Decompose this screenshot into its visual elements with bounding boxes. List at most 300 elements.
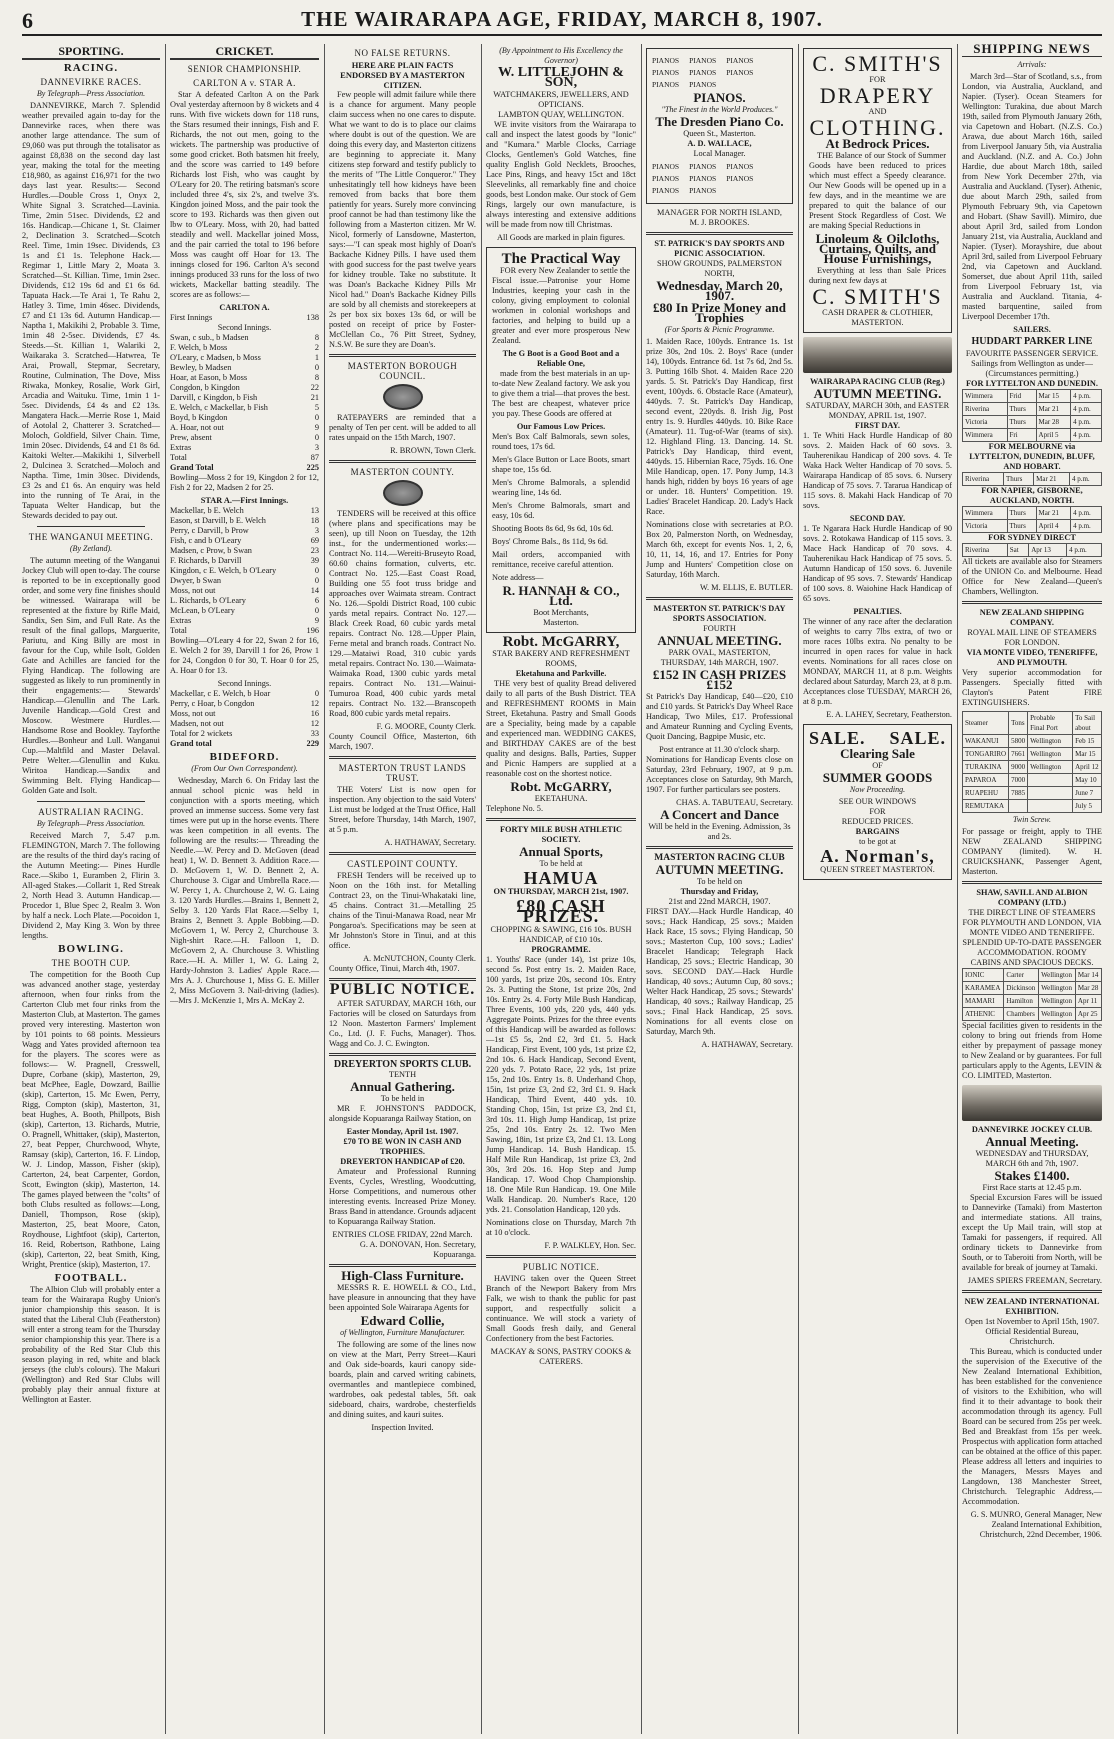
ad-body: THE Balance of our Stock of Summer Goods have been reduced to prices which must effect a Speedy clearance. Our New Goods will be opened up in a few days, and in the meantime we are prepared to quit the balance of our Present Stock Regardless of Cost. We are making Special Reductions in [809,151,946,230]
column-rule [957,44,958,1734]
double-rule [329,1053,476,1056]
ad-title-furniture: High-Class Furniture. [341,1268,464,1283]
ad-title-dannevirke-jockey: DANNEVIRKE JOCKEY CLUB. [971,1125,1093,1134]
ad-title-huddart: HUDDART PARKER LINE [971,336,1093,347]
price-list [492,432,630,547]
ad-merchant: R. HANNAH & CO., Ltd. [502,583,620,608]
section-heading-bideford: BIDEFORD. [209,751,280,763]
pianos-word: PIANOS [726,162,754,171]
innings-heading: Second Innings. [217,679,272,688]
column-ads-2 [646,44,793,1734]
ad-title-practical-way: The Practical Way [501,251,621,267]
notice-office: County Office, Tinui, March 4th, 1907. [329,964,460,973]
score-row: F. Richards, b Darvill 39 [170,556,319,565]
article-body-dannevirke: DANNEVIRKE, March 7. Splendid weather prevailed again to-day for the Dannevirke races, when there was another large attendance. The sum of £9,060 was put through the totalisator as against £8,838 on the second day last year, making the total for the meeting £18,980, as against £16,971 for the two days last year. Results:— Second Hurdles.—Double Cross 1, Onyx 2, White Signal 3. Scratched—Lavinia. Time, 2min 51sec. Dividends, £2 and 16s. Handicap.—Chicane 1, St. Claimer 2, Declination 3. Scratched—Scotch Reel. Time, 1min 19sec. Dividends, £3 1s and £1 1s. Telephone Hack.—Regimar 1, Little Mary 2, Moata 3. Scratched—St. Killian. Time, 1min 2sec. Dividends, £12 19s 6d and £1 6s 6d. Tapuata Hack.—Te Arai 1, Te Rahu 2, Hatley 3. Time, 1min 46sec. Dividends, £7 and £1 13s 6d. Autumn Handicap.—Naptha 1, Makikihi 2, Probable 3. Time, 1min 48 2-5sec. Dividends, £7 4s. Steeds.—St. Killian 1, Walariki 2, Waikaraka 3. Scratched—Hatwrea, Te Arai, Prowall, Stepmar, Secretary, Routine, Culmination, The Dove, Miss Riwaka, Monkey, Rosalie, Work Girl, Arcadia and Waituku. Time, 1min 1 1-5sec. Dividends, £4 4s and £2 13s. Mangatera Hack.—Merrie Rose 1, Maid of Aotolal 2, Chatterer 3. Scratched—Moloch, Goldfield, Silver Chain. Time, 1min 20sec. Dividends, £4 and £1 8s 6d. Kaitoki Welter.—Makikihi 1, Silverbell 2, Dulcinea 3. Scratched—Moloch and Naptha. Time, 1min 30sec. Dividends, £3 2s and £1 6s. An enquiry was held into the running of Te Arai, in the Tapuata Welter Handicap, but the Stewards decided to pay out. [22,101,160,520]
pianos-word: PIANOS [652,174,680,183]
notice-title-public: PUBLIC NOTICE. [329,981,476,998]
ad-title-smith: C. SMITH'S [812,51,943,76]
ad-bargains: BARGAINS [855,827,900,836]
article-body-cricket: Star A defeated Carlton A on the Park Oval yesterday afternoon by 8 wickets and 4 runs. With five wickets down for 118 runs, the Stars resumed their innings, Fish and F. Richards, the not out men, going to the wickets. The partnership was productive of some good cricket. Both batsmen hit freely, and the score was carried to 149 before Richards lost Fish, who was caught by O'Leary for 20. The retiring batsman's score included three 4's, six 2's, and twelve 3's. Kingdon joined Moss, and the pair took the score to 193. Richards was then given out lbw to O'Leary. Moss, with 20, had batted steadily and well. Mackellar joined Moss, and the pair carried the total to 196 before Moss was caught off Hoar for 13. The innings closed for 196. Carlton A's second innings produced 33 runs for the loss of two wickets, Mackellar batting steadily. The scores are as follows:— [170,90,319,299]
ad-merchant-sub: Boot Merchants, [533,608,589,617]
ad-line: to be got at [858,837,897,846]
ad-tagline: "The Finest in the World Produces." [661,105,778,114]
score-row: Moss, not out 16 [170,709,319,718]
masthead [22,6,1102,36]
ad-entries: ENTRIES CLOSE FRIDAY, 22nd March. [332,1230,473,1239]
column-ads-1 [486,44,636,1734]
ad-signature: Robt. McGARRY, [510,779,612,794]
double-rule [962,1290,1102,1293]
ad-title-forty-mile: FORTY MILE BUSH ATHLETIC SOCIETY. [499,825,623,844]
ad-body: Special Excursion Fares will be issued to Dannevirke (Tamaki) from Masterton and intermediate stations. All trains, except the Up Mail train, will stop at Tamaki for passengers, if required. All ordinary tickets to Dannevirke from South, or to Taberoiti from North, will be available for break of journey at Tamaki. [962,1193,1102,1272]
ad-line: FOR [869,75,886,84]
double-rule [486,1255,636,1258]
score-row: Perry, c Darvill, b Prow 3 [170,526,319,535]
subheading-racing: RACING. [63,62,119,74]
ad-title-exhibition: NEW ZEALAND INTERNATIONAL EXHIBITION. [964,1297,1100,1316]
ad-venue: PARK OVAL, MASTERTON, [668,648,771,657]
ad-body-doans: Few people will admit failure while there is a chance for argument. Many people claim success when no one cares to dispute. What we want to do is to place our claims where doubt is out of the question. We are doing this every day, and Masterton citizens are beginning to appreciate it. Many citizens step forward and testify publicly to the merits of "The Little Conqueror." They unhesitatingly tell how kidneys have been removed from backs that bore them patiently for years. Surely more convincing proof cannot be had than testimony like the following from a Masterton citizen. Mr W. Nicol, formerly of Lansdowne, Masterton, says:—"I can speak most highly of Doan's Backache Kidney Pills. I have used them with good success for the past twelve years for kidney trouble. Take no substitute. It was Doan's Backache Kidney Pills Mr Nicol had." Doan's Backache Kidney Pills are sold by all chemists and storekeepers at 2s per box six boxes 13s 6d, or will be posted on receipt of price by Foster-McClellan Co., 76 Pitt Street, Sydney, N.S.W. Be sure they are Doan's. [329,90,476,349]
section-heading-cricket: CRICKET. [170,46,319,60]
sailings-table [962,506,1102,533]
pianos-repeat [652,162,787,196]
ad-body: Amateur and Professional Running Events, Cycles, Wrestling, Woodcutting, Horse Competitions, and numerous other interesting events. Increased Prize Money. Brass Band in attendance. Grounds adjacent to Kopuaranga Railway Station. [329,1167,476,1226]
table-row: TONGARIRO 7661 Wellington Mar 15 [963,748,1102,761]
score-row: Congdon, b Kingdon 22 [170,383,319,392]
ad-line: AND [868,107,887,116]
score-row: Mackellar, c E. Welch, b Hoar 0 [170,689,319,698]
ad-telephone: Telephone No. 5. [486,804,544,813]
ad-note: For passage or freight, apply to THE NEW ZEALAND SHIPPING COMPANY (limited). W. H. CRUICKSHANK, Passenger Agent, Masterton. [962,827,1102,876]
notice-signature: A. HATHAWAY, Secretary. [384,838,476,847]
ad-feature: Linoleum & Oilcloths, Curtains, Quilts, and House Furnishings, [815,231,940,266]
route-heading: FOR SYDNEY DIRECT [988,533,1076,542]
double-rule [962,881,1102,884]
double-rule [646,232,793,235]
ad-title-littlejohn: W. LITTLEJOHN & SON, [498,65,624,90]
price-item: Men's Chrome Balmorals, a splendid wearing line, 14s 6d. [492,478,630,497]
ad-route: VIA MONTE VIDEO, TENERIFFE, AND PLYMOUTH. [966,648,1098,667]
ad-sub: ROYAL MAIL LINE OF STEAMERS FOR LONDON. [967,628,1097,647]
score-row: Moss, not out 14 [170,586,319,595]
ad-concert-sub: Will be held in the Evening. Admission, 3s and 2s. [648,822,791,841]
sailings-table [962,543,1102,557]
ad-line: OF [872,761,883,770]
column-cricket [170,44,319,1734]
ad-note: Special facilities given to residents in the colony to bring out friends from Home either by prepayment of passage money to New Zealand or by guarantees. For full particulars apply to the Agents, LEVIN & CO. LIMITED, Masterton. [962,1021,1102,1080]
table-row: REMUTAKA July 5 [963,800,1102,813]
subheading-bowling: BOWLING. [58,943,124,955]
score-row: L. Richards, b O'Leary 6 [170,596,319,605]
ad-body: This Bureau, which is conducted under the supervision of the Executive of the New Zealand International Exhibition, has been established for the convenience of visitors to the Exhibition, who will find it to their advantage to book their accommodation through its agency. Full Board can be secured from 25s per week. Bed and Breakfast from 15s per week. Prospectus with application form attached can be obtained at the office of this paper. Please address all letters and inquiries to the Managers, Messrs Mayes and Langdown, 138 Manchester Street, Christchurch. Telegraphic Address,—Accommodation. [962,1347,1102,1506]
score-row: Madsen, not out 12 [170,719,319,728]
score-row: Kingdon, c E. Welch, b O'Leary 0 [170,566,319,575]
ad-headline: Annual Gathering. [350,1079,455,1094]
ad-sub: STAR BAKERY AND REFRESHMENT ROOMS, [492,649,630,668]
ad-subheadline: Our Famous Low Prices. [516,422,606,431]
table-row: MAMARI Hamilton Wellington Apr 11 [963,995,1102,1008]
ad-manager-sub: Local Manager. [693,149,746,158]
score-row: Prew, absent 0 [170,433,319,442]
pianos-word: PIANOS [689,186,717,195]
ad-sub: FAVOURITE PASSENGER SERVICE. [965,349,1099,358]
ad-title-masterton-st-patricks: MASTERTON ST. PATRICK'S DAY SPORTS ASSOCIATION. [653,604,786,623]
ad-date: Wednesday, March 20, 1907. [656,278,783,303]
table-row: ATHENIC Chambers Wellington Apr 25 [963,1008,1102,1021]
double-rule [646,597,793,600]
ad-appointment: (By Appointment to His Excellency the Governor) [499,46,623,65]
score-row: O'Leary, c Madsen, b Moss 1 [170,353,319,362]
article-body-bideford: Wednesday, March 6. On Friday last the annual school picnic was held in conjunction with a sports meeting, which proved an immense success. Some very fast times were put up in the horse events. There was keen competition in all events. The following are the results:— Threading the Needle.—W. Percy and D. McGoven (dead heat) 1, W. D. Bennett 3. Addition Race.—D. McGovern 1, W. D. Bennett 2, A. Churchouse 3. Cigar and Umbrella Race.—W. Percy 1, A. Churchouse 2, W. G. Laing 3. 120 Yards Hurdles.—Brains 1, Bennett 2, Selby 3. 120 Yards Flat Race.—Selby 1, Brains 2, Bennett 3. Apple Bobbing.—D. McGovern 1, W. Percy 2, Churchouse 3. Nigh-shirt Race.—H. Falloon 1, D. McGovern 2, A. Churchouse 3. Whistling Race.—H. A. Miller 1, W. G. Laing 2, Hardy-Johnston 3. Ladies' Apple Race.—Mrs A. J. Churchouse 1, Miss G. E. Miller 2, Miss McGovern 3. Nail-driving (ladies).—Mrs J. McKenzie 1, Mrs A. McKay 2. [170,776,319,1005]
table-row: Riverina Thurs Mar 21 4 p.m. [963,473,1102,486]
ad-box-norman [803,724,952,880]
ad-line: Sailings from Wellington as under—(Circumstances permitting.) [971,359,1093,378]
pianos-word: PIANOS [652,162,680,171]
pianos-word: PIANOS [726,56,754,65]
score-row: Darvill, c Kingdon, b Fish 21 [170,393,319,402]
ad-prize: £80 CASH PRIZES. [516,896,606,926]
ad-date: Easter Monday, April 1st. 1907. [346,1127,459,1136]
ad-nominations: Nominations close with secretaries at P.O. Box 20, Palmerston North, on Wednesday, March 6th, except for events Nos. 1, 2, 6, 10, 11, 14, 16, and 17. Entries for Pony Jump and Hunters' Competition close on Saturday, 16th March. [646,520,793,579]
ad-signature: G. A. DONOVAN, Hon. Secretary, Kopuaranga. [359,1240,476,1259]
ad-title-pianos: PIANOS. [693,90,746,105]
section-heading-sporting: SPORTING. [22,46,160,60]
ad-summer: SUMMER GOODS [822,770,933,785]
carlton-scorecard [170,333,319,453]
route-heading: FOR LYTTELTON AND DUNEDIN. [965,379,1099,388]
table-header: Steamer Tons Probable Final Port To Sail about [963,712,1102,735]
double-rule [329,1264,476,1267]
ad-title-masterton-racing: MASTERTON RACING CLUB [654,853,785,863]
ad-line: REDUCED PRICES. [841,817,914,826]
first-innings-row: First Innings 138 [170,313,319,322]
notice-office: County Council Office, Masterton, 6th March, 1907. [329,732,476,751]
ad-date: WEDNESDAY and THURSDAY, [975,1149,1089,1158]
notice-body-castlepoint: FRESH Tenders will be received up to Noon on the 16th inst. for Metalling Contract 23, on the Tinui-Whakataki line, 45 chains. Contract 31.—Metalling 25 chains of the Tinui-Manawa Road, near Mr Pongaroa's. Specifications may be seen at Mr Johnston's Store in Tinui, and at this office. [329,871,476,950]
double-rule [329,354,476,357]
ad-headline: ANNUAL MEETING. [657,633,782,648]
notice-body-borough: RATEPAYERS are reminded that a penalty of Ten per cent. will be added to all rates unpaid on the 15th March, 1907. [329,413,476,442]
ad-manager-name: M. J. BROOKES. [689,218,750,227]
ad-title-dreyerton: DREYERTON SPORTS CLUB. [333,1059,472,1070]
notice-signature: A. McNUTCHON, County Clerk. [363,954,476,963]
article-body-booth-cup: The competition for the Booth Cup was advanced another stage, yesterday afternoon, when four rinks from the Carterton Club met four rinks from the Masterton Club, at Masterton. The games proved very interesting. Masterton won by 101 points to 68 points. Messieurs Wagg and Yates provided afternoon tea for the players. The scores were as follows:— W. Pragnell, Cresswell, Dupre, Corbane (skip), Masterton, 29, beat McPhee, Eagle, Dowzard, Baillie (skip), Carterton, 15. Mc Ewen, Perry, Rigg, Compton (skip), Masterton, 31, beat Hughes, A. Booth, Phillpots, Bish (skip), Carterton, 13. Richards, Mutrie, O. Pragnell, Whittaker, (skip), Masterton, 27, beat Pepper, Churchwood, Whyte, Ramsay (skip), Carterton, 16. F. Lindop, W. J. Lindop, Masson, Fisher (skip), Carterton, 24, beat Carpenter, Gordon, Scott, Ewington (skip), Masterton, 14. The games played between the "colts" of both Clubs resulted as follows:—Long, Daniell, Thompson, Rose (skip), Masterton, 25, beat Moore, Caton, Roydhouse, Lightfoot (skip), Carterton, 16. Reid, Robertson, Rathbone, Laing (skip), Carterton, 22, beat Smith, King, Wright, Prentice (skip), Masterton, 17. [22,970,160,1269]
byline: (From Our Own Correspondent). [191,764,298,773]
double-rule [329,756,476,759]
total-row: Total 87 [170,453,319,462]
ad-date: ON THURSDAY, MARCH 21st, 1907. [493,887,629,896]
ad-location: Eketahuna and Parkville. [515,669,607,678]
subheading-football: FOOTBALL. [54,1272,128,1284]
ad-date: THURSDAY, 14th MARCH, 1907. [660,658,779,667]
ad-day: SECOND DAY. [849,514,906,523]
sailings-table [962,472,1102,486]
ad-signature-town: EKETAHUNA. [534,794,588,803]
price-item: Shooting Boots 8s 6d, 9s 6d, 10s 6d. [492,524,614,533]
ad-box-smith [803,48,952,333]
ad-norman: A. Norman's, [820,846,935,866]
ad-manager: A. D. WALLACE, [687,139,752,148]
ad-company: The Dresden Piano Co. [655,114,784,129]
ad-now: Now Proceeding. [849,785,906,794]
sale-row: SALE. SALE. [809,728,946,748]
double-rule [646,846,793,849]
steamer-table [962,968,1102,1021]
article-title-dannevirke: DANNEVIRKE RACES. [40,77,142,87]
ad-handicap: DREYERTON HANDICAP of £20. [340,1157,465,1166]
column-rule [324,44,325,1734]
subheading-sailers: SAILERS. [1013,325,1051,334]
ad-body: THE very best of quality Bread delivered daily to all parts of the Bush District. TEA and REFRESHMENT ROOMS in Main Street, Eketahuna. Pastry and Small Goods are a Speciality, being made by a capable and experienced man. WEDDING CAKES, and BIRTHDAY CAKES are of the best quality and designs. Balls, Parties, Supper and Picnic Hampers are supplied at a reasonable cost on the shortest notice. [486,679,636,778]
score-row: Extras 3 [170,443,319,452]
ad-box-hannah [486,247,636,633]
ad-body: St Patrick's Day Handicap, £40—£20, £10 and £10 yards. St Patrick's Day Wheel Race Handicap, Two Miles, £17. Professional and Amateur Running and Cycling Events, Quoit Dancing, Bagpipe Music, etc. [646,692,793,741]
notice-title-castlepoint: CASTLEPOINT COUNTY. [347,859,458,869]
table-row: Riverina Sat Apr 13 4 p.m. [963,544,1102,557]
double-rule [486,818,636,821]
table-row: Victoria Thurs Mar 28 4 p.m. [963,416,1102,429]
ad-body: The following are some of the lines now on view at the Mart, Perry Street—Kauri and Oak side-boards, kauri canopy side-boards, plain and carved writing cabinets, overmantles and mantlepiece combined, wardrobes, oak pedestal tables, 5ft. oak sideboard, chairs, wardrobe, chesterfields and dining suites, and kauri suites. [329,1340,476,1419]
notice-signature: MACKAY & SONS, PASTRY COOKS & CATERERS. [490,1347,632,1366]
notice-body-public: AFTER SATURDAY, MARCH 16th, our Factories will be closed on Saturdays from 12 Noon. Masterton Farmers' Implement Co., Ltd. (J. F. Fuchs, Manager). Thos. Wagg and Co. J. C. Ewington. [329,999,476,1048]
article-title-australian: AUSTRALIAN RACING. [38,807,144,817]
ad-programme-items: 1. Maiden Race, 100yds. Entrance 1s. 1st prize 30s, 2nd 10s. 2. Boys' Race (under 14), 100yds. Entrance 6d. 1st 7s 6d, 2nd 5s. 3. Putting 16lb Shot. 4. Maiden Race 220 yards. 5. St. Patrick's Day Handicap, first event, 100yds. 6. Obstacle Race (Amateur), 440yds. 7. St. Patrick's Day Handicap, second event, 220yds. 8. Irish Jig, Post entry 1s. 9. Hurdles 440yds. 10. Bike Race (Amateur). 11. Tug-of-War (teams of six). 12. Highland Fling. 13. Dancing. 14. St. Patrick's Day Handicap, third event, 440yds. 15. Hibernian Race, 75yds. 16. One Mile Handicap, open. 17. Pony Jump, 14.3 hands high, ridden by boys 16 years of age or under. 18. Hunters' Competition. 19. Ladies' Bracelet Handicap. 20. Lady's Hack Race. [646,337,793,516]
double-rule [962,601,1102,604]
table-row: Wimmera Fri April 5 4 p.m. [963,429,1102,442]
article-body-australian: Received March 7, 5.47 p.m. FLEMINGTON, March 7. The following are the results of the third day's racing of the Autumn Meeting:— Pines Hurdle Race.—Skibo 1, Euramben 2, Flirin 3. All-aged Stakes.—Collarit 1, Red Streak 2, North Head 3. Autumn Handicap.—Procedor 1, Blue Spec 2, Realm 3. Won by half a neck. Loch Plate.—Pocoidon 1, Dividend 2, May King 3. Won by three lengths. [22,831,160,940]
price-item: Men's Chrome Balmorals, smart and easy, 10s 6d. [492,501,630,520]
innings-heading: Second Innings. [217,323,272,332]
subheading-arrivals: Arrivals: [1017,60,1047,69]
pianos-word: PIANOS [726,174,754,183]
ad-note: Twin Screw. [1012,815,1052,824]
ad-date: Thursday and Friday, [680,887,759,896]
ad-collie: Edward Collie, [360,1313,445,1328]
ad-address: QUEEN STREET MASTERTON. [820,865,935,874]
ad-clothing: CLOTHING. [809,115,946,140]
score-row: A. Hoar, not out 9 [170,423,319,432]
column-notices [329,44,476,1734]
ad-entries: Nominations close on Thursday, March 7th at 10 o'clock. [486,1218,636,1237]
ad-signature: JAMES SPIERS FREEMAN, Secretary. [967,1276,1102,1285]
score-row: Hoar, at Eason, b Moss 8 [170,373,319,382]
ad-title-mcgarry: Robt. McGARRY, [502,634,620,650]
ad-box-pianos [646,48,793,204]
ad-note: All tickets are available also for Steamers of the UNION Co. and Melbourne. Head Office for New Zealand—Queen's Chambers, Wellington. [962,557,1102,596]
racehorse-illustration-icon [803,337,952,373]
ad-body: Very superior accommodation for Passengers. Specially fitted with Clayton's Patent FIRE EXTINGUISHERS. [962,668,1102,707]
ad-body: The winner of any race after the declaration of weights to carry 7lbs extra, of two or more races 10lbs extra. No penalty to be incurred in open races for value in hack events. Nominations for all races close on MONDAY, MARCH 11, at 8 p.m. Weights declared about Saturday, March 23, at 8 p.m. Acceptances close TUESDAY, MARCH 26, at 8 p.m. [803,617,952,706]
ad-line: CHOPPING & SAWING, £16 10s. BUSH HANDICAP, of £10 10s. [490,925,632,944]
ad-venue: SHOW GROUNDS, PALMERSTON NORTH, [656,259,783,278]
ad-prize: £80 In Prize Money and Trophies [653,300,786,325]
ad-clearing: Clearing Sale [840,746,915,761]
shipping-arrivals: March 3rd—Star of Scotland, s.s., from London, via Australia, Auckland, and Napier. (Tyser). Ocean Steamers for Wellington: Turakina, due about March 19th, sailed from Plymouth January 26th, via Capetown and Hobart. (N.Z.S. Co.) Arawa, due about March 16th, sailed from Liverpool January 5th, via Australia and Auckland. (N.Z. and A. Co.) John Hardie, due about March 18th, sailed from New York December 27th, via Australia and Auckland. (Tyser). Athenic, due about March 29th, sailed from Plymouth February 9th, via Capetown and Hobart. (Shaw Savill). Mimiro, due about April 3rd, sailed from London January 21st, via Australia, Auckland and Napier. (Tyser). Morayshire, due about April 3rd, sailed from Liverpool February 2nd, via Capetown and Auckland. Somerset, due about April 11th, sailed from Liverpool February 1st, via Australia and Auckland. Titania, 4-masted barquentine, sailed from Liverpool December 17th. [962,72,1102,321]
ad-signature: G. S. MUNRO, General Manager, New Zealand International Exhibition, Christchurch, 22nd December, 1906. [970,1510,1102,1539]
pianos-word: PIANOS [726,68,754,77]
ad-signature: W. M. ELLIS, E. BUTLER. [699,583,793,592]
ad-date: SATURDAY, MARCH 30th, and EASTER MONDAY, APRIL 1st, 1907. [805,401,950,420]
ad-line: To be held in [380,1094,425,1103]
ad-body: made from the best materials in an up-to-date New Zealand factory. We ask you to give them a trial—that proves the best. The best are cheapest, whatever price you pay. These Goods are offered at [492,369,630,418]
price-item: Men's Box Calf Balmorals, sewn soles, round toes, 17s 6d. [492,432,630,451]
grand-total-row: Grand Total 225 [170,463,319,472]
column-ads-3 [803,44,952,1734]
total-row: Total for 2 wickets 33 [170,729,319,738]
table-row: WAKANUI 5800 Wellington Feb 15 [963,735,1102,748]
ad-programme-items: 1. Youths' Race (under 14), 1st prize 10s, second 5s. Post entry 1s. 2. Maiden Race, 100 yards, 1st prize 20s, second 10s. Entry 2s. 3. Putting the Stone, 1st prize 20s, 2nd 10s. Entry 2s. 4. Forty Mile Bush Handicap, Three Events, 100 yds, 220 yds, 440 yds. Aggregate Points. Prizes for the three events of this Handicap will be awarded as follows:—1st £5 5s, 2nd £2, 3rd £1. 5. Hack Handicap, First Event, 100 yds, 1st prize £2, 2nd 10s. 6. Hack Handicap, Second Event, 220 yds. 7. Potato Race, 22 yds, 1st prize 15s, 2nd 10s. Entry 1s. 8. Underhand Chop, 15in, 1st prize £3, 2nd £2, 3rd £1. 9. Hack Handicap, Third Event, 440 yds. 10. Standing Chop, 15in, 1st prize £3, 2nd £1, 3rd 10s. 11. High Jump Handicap, 1st prize 25s, 2nd 10s. Entry 2s. 12. Two Men Sawing, 18in, 1st prize £3, 2nd £1. 13. Long Jump Handicap. 14. Bush Handicap. 15. Half Mile Run Handicap, 1st prize £3, 2nd 30s, 3rd 20s. 16. Hop Step and Jump Handicap. 17. Wood Chop Championship. 18. One Mile Run Handicap. 19. One Mile Walk Handicap. 20. Number's Race, 120 yds. 21. Consolation Handicap, 120 yds. [486,955,636,1214]
table-row: KARAMEA Dickinson Wellington Mar 28 [963,982,1102,995]
divider [37,801,145,802]
notice-body-county: TENDERS will be received at this office (where plans and specifications may be seen), up till Noon on Tuesday, the 12th inst., for the undermentioned works:— Contract No. 114.—Wereiti-Bruseyto Road, 60.60 chains formation, culverts, etc. Contract No. 125.—East Coast Road, Building one 55 foot truss bridge and approaches over Waimata stream. Contract No. 126.—Spoldi District Road, 100 cubic yards metal repairs. Contract No. 127.—Black Creek Road, 60 cubic yards metal repairs. Contract No. 128.—Upper Plain, Ferne metal and branch roads. Contract No. 129.—Mataiwi Road, 310 cubic yards metal repairs. Contract No. 130.—Waimata-Waimaka Road, 1300 cubic yards metal repairs. Contract No. 131.—Wainui-Tumuroa Road, 400 cubic yards metal repairs. Contract No. 132.—Branscopeth Road, 800 cubic yards metal repairs. [329,509,476,718]
ad-signature: E. A. LAHEY, Secretary, Featherston. [826,710,952,719]
byline: (By Zetland). [69,544,113,553]
ad-sub: (For Sports & Picnic Programme. [664,325,775,334]
star-scorecard [170,506,319,626]
dateline: By Telegraph—Press Association. [36,89,146,98]
team-heading-star: STAR A.—First Innings. [200,496,289,505]
ad-line: Open 1st November to April 15th, 1907. [964,1317,1100,1326]
price-item: Boys' Chrome Bals., 8s 11d, 9s 6d. [492,537,608,546]
ad-body: WE invite visitors from the Wairarapa to call and inspect the latest goods by "Ionic" and "Kumara." Marble Clocks, Carriage Clocks, Gentlemen's Gold Watches, fine quality English Gold Necklets, Brooches, Lace Pins, Rings, and heavy 15ct and 18ct Sleevelinks, all remarkably fine and choice goods, best London make. Our stock of Gem Rings, largely our own manufacture, is always interesting and extensive additions will be made from now till Christmas. [486,120,636,229]
pianos-word: PIANOS [652,56,680,65]
ad-note: Post entrance at 11.30 o'clock sharp. [659,745,780,754]
ad-address: LAMBTON QUAY, WELLINGTON. [498,110,624,119]
pianos-word: PIANOS [652,186,680,195]
score-row: Mackellar, b E. Welch 13 [170,506,319,515]
match-title: CARLTON A v. STAR A. [193,78,296,88]
steamer-table [962,711,1102,813]
score-row: Perry, c Hoar, b Congdon 12 [170,699,319,708]
double-rule [329,852,476,855]
score-row: Dwyer, b Swan 0 [170,576,319,585]
bowling-figures: Bowling—O'Leary 4 for 22, Swan 2 for 16, E. Welch 2 for 39, Darvill 1 for 26, Prow 1 for 24, Congdon 0 for 30, T. Hoar 0 for 25, A. Hoar 0 for 13. [170,636,319,675]
ad-race-list: 1. Te Ngarara Hack Hurdle Handicap of 90 sovs. 2. Rotokawa Handicap of 115 sovs. 3. Mace Hack Handicap of 70 sovs. 4. Tauherenikau Hack Handicap of 75 sovs. 5. Autumn Handicap of 150 sovs. 6. Juvenile Handicap of 95 sovs. 7. Stewards' Handicap of 100 sovs. 8. Waiohine Hack Handicap of 65 sovs. [803,524,952,603]
ad-body: Everything at less than Sale Prices during next few days at [809,266,946,285]
pianos-word: PIANOS [689,68,717,77]
column-sporting [22,44,160,1734]
ad-headline: AUTUMN MEETING. [813,386,942,401]
column-rule [641,44,642,1734]
ad-collie-sub: of Wellington, Furniture Manufacturer. [340,1328,465,1337]
ad-subheadline: The G Boot is a Good Boot and a Reliable One, [502,349,620,368]
table-row: TURAKINA 9000 Wellington April 12 [963,761,1102,774]
ad-signature: F. P. WALKLEY, Hon. Sec. [544,1241,636,1250]
column-rule [481,44,482,1734]
table-row: RUAPEHU 7885 June 7 [963,787,1102,800]
ad-prize: £70 TO BE WON IN CASH AND TROPHIES. [343,1137,462,1156]
ad-line: To be held on [696,877,743,886]
pianos-word: PIANOS [652,68,680,77]
table-row: PAPAROA 7000 May 10 [963,774,1102,787]
ad-title-no-false-returns: NO FALSE RETURNS. [354,48,451,58]
ad-signature: Inspection Invited. [371,1423,434,1432]
ad-note: Note address— [492,573,544,582]
pianos-word: PIANOS [689,56,717,65]
ad-programme-items: FIRST DAY.—Hack Hurdle Handicap, 40 sovs.; Hack Handicap, 25 sovs.; Maiden Hack Race, 15 sovs.; Flying Handicap, 50 sovs.; Masterton Cup, 100 sovs.; Ladies' Bracelet Handicap; Telegraph Hack Handicap, 25 sovs.; Electric Handicap, 30 sovs. SECOND DAY.—Hack Hurdle Handicap, 40 sovs.; Autumn Cup, 80 sovs.; Welter Hack Handicap, 25 sovs.; Stewards' Handicap, 40 sovs.; Railway Handicap, 25 sovs.; Final Hack Handicap, 25 sovs. Nominations for all events close on Saturday, March 9th. [646,907,793,1036]
notice-signature: R. BROWN, Town Clerk. [390,446,476,455]
notice-title-trust: MASTERTON TRUST LANDS TRUST. [338,763,467,783]
notice-signature: F. G. MOORE, County Clerk. [376,722,476,731]
ad-note: All Goods are marked in plain figures. [497,233,625,242]
score-row: Madsen, c Prow, b Swan 23 [170,546,319,555]
ad-headline: At Bedrock Prices. [825,136,930,151]
ad-merchant-town: Masterton. [543,618,579,627]
ad-title-wairarapa-racing: WAIRARAPA RACING CLUB (Reg.) [810,377,945,386]
table-row: IONIC Carter Wellington Mar 14 [963,969,1102,982]
racehorse-illustration-icon [962,1085,1102,1121]
pianos-repeat [652,56,787,90]
ad-line: SEE OUR WINDOWS [838,797,917,806]
ad-note: Mail orders, accompanied with remittance, receive careful attention. [492,550,630,569]
pianos-word: PIANOS [689,174,717,183]
ad-line: Official Residential Bureau, Christchurch. [985,1327,1079,1346]
ad-stakes: Stakes £1400. [994,1168,1070,1183]
ad-penalties: PENALTIES. [853,607,902,616]
bowling-figures: Bowling—Moss 2 for 19, Kingdon 2 for 12, Fish 2 for 22, Madsen 2 for 25. [170,473,319,492]
notice-body: HAVING taken over the Queen Street Branch of the Newport Bakery from Mrs Falk, we wish to thank the public for past support, and respectfully solicit a continuance. We will stock a variety of Small Goods fresh daily, and General Confectionery from the best Factories. [486,1274,636,1343]
sailings-table [962,389,1102,442]
ad-body: MR F. JOHNSTON'S PADDOCK, alongside Kopuaranga Railway Station, on [329,1104,476,1123]
ad-body: FOR every New Zealander to settle the Fiscal issue.—Patronise your Home Industries, keeping your cash in the colony, giving employment to colonial workmen in colonial workshops and factories, and helping to build up a greater and ever more prosperous New Zealand. [492,266,630,345]
score-row: Boyd, b Kingdon 0 [170,413,319,422]
double-rule [329,460,476,463]
subheading-senior: SENIOR CHAMPIONSHIP. [187,64,302,74]
ad-line: FOURTH [703,624,736,633]
page-number: 6 [22,8,33,33]
table-row: Wimmera Thurs Mar 21 4 p.m. [963,507,1102,520]
total-row: Total 196 [170,626,319,635]
ad-sub: CASH DRAPER & CLOTHIER, [822,308,933,317]
table-row: Victoria Thurs April 4 4 p.m. [963,520,1102,533]
table-row: Wimmera Frid Mar 15 4 p.m. [963,390,1102,403]
ad-line: FOR [869,807,886,816]
ad-title-shaw-savill: SHAW, SAVILL AND ALBION COMPANY (LTD.) [976,888,1088,907]
ad-sub: WATCHMAKERS, JEWELLERS, AND OPTICIANS. [493,90,629,109]
ad-headline: HERE ARE PLAIN FACTS ENDORSED BY A MASTERTON CITIZEN. [340,60,465,90]
ad-headline: Annual Meeting. [985,1134,1079,1149]
ad-headline: Annual Sports, [519,844,603,859]
star-second-scorecard [170,689,319,729]
ad-date: MARCH 6th and 7th, 1907. [985,1159,1079,1168]
ad-drapery: DRAPERY [819,83,936,108]
notice-title-county: MASTERTON COUNTY. [350,467,455,477]
pianos-word: PIANOS [652,80,680,89]
ad-line: To be held at [539,859,583,868]
route-heading: FOR MELBOURNE via LYTTELTON, DUNEDIN, BLUFF, AND HOBART. [969,442,1095,471]
divider [37,526,145,527]
notice-body-trust: THE Voters' List is now open for inspection. Any objection to the said Voters' List must be lodged at the Trust Office, Hall Street, before Thursday, 14th March, 1907, at 5 p.m. [329,785,476,834]
article-body-football: The Albion Club will probably enter a team for the Wairarapa Rugby Union's junior championship this season. It is stated that the Liberal Club (Featherston) will enter a strong team for the Thursday senior championship this year. There is a probability of the Red Star Club this season playing in red, white and black jerseys (the club's colours). The Makuri (Wellington) and Red Star Clubs will probably play their annual fixture at Wellington at Easter. [22,1285,160,1404]
score-row: Eason, st Darvill, b E. Welch 18 [170,516,319,525]
ad-manager-north: MANAGER FOR NORTH ISLAND, [657,208,782,217]
pianos-word: PIANOS [689,162,717,171]
ad-prize: £152 IN CASH PRIZES £152 [652,667,787,692]
ad-line: First Race starts at 12.45 p.m. [982,1183,1082,1192]
ad-line: TENTH [388,1070,417,1079]
price-item: Men's Glace Button or Lace Boots, smart shape toe, 15s 6d. [492,455,630,474]
notice-title: PUBLIC NOTICE. [522,1262,600,1272]
ad-signature: A. HATHAWAY, Secretary. [701,1040,793,1049]
ad-town: MASTERTON. [851,318,904,327]
ad-headline: AUTUMN MEETING. [655,862,784,877]
ad-day: FIRST DAY. [855,421,900,430]
column-shipping [962,44,1102,1734]
column-rule [165,44,166,1734]
team-heading-carlton: CARLTON A. [219,303,270,312]
notice-title-borough: MASTERTON BOROUGH COUNCIL. [347,361,458,381]
score-row: Extras 9 [170,616,319,625]
